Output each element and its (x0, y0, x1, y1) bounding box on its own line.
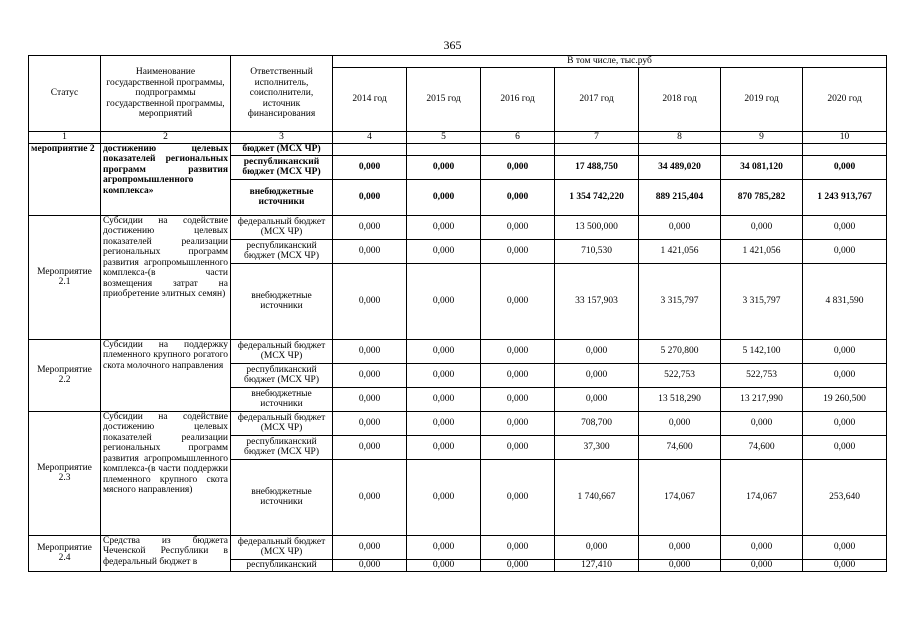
row-value: 0,000 (333, 535, 407, 559)
row-source: республиканский бюджет (МСХ ЧР) (231, 155, 333, 179)
row-value: 0,000 (333, 435, 407, 459)
row-value: 0,000 (333, 179, 407, 215)
row-value: 0,000 (803, 559, 887, 571)
row-value: 870 785,282 (721, 179, 803, 215)
row-value: 0,000 (481, 363, 555, 387)
row-value (481, 143, 555, 155)
header-year: 2016 год (481, 68, 555, 132)
row-value: 0,000 (333, 155, 407, 179)
row-value: 0,000 (481, 435, 555, 459)
row-value (407, 143, 481, 155)
column-number-row (29, 132, 887, 144)
row-value: 0,000 (407, 339, 481, 363)
row-source: бюджет (МСХ ЧР) (231, 143, 333, 155)
row-value: 0,000 (333, 559, 407, 571)
row-value: 0,000 (555, 363, 639, 387)
column-number: 3 (231, 132, 333, 144)
row-value: 19 260,500 (803, 387, 887, 411)
row-value: 0,000 (481, 459, 555, 535)
row-value: 0,000 (481, 339, 555, 363)
row-source: федеральный бюджет (МСХ ЧР) (231, 535, 333, 559)
row-value: 0,000 (555, 339, 639, 363)
row-source: внебюджетные источники (231, 387, 333, 411)
row-value: 0,000 (803, 535, 887, 559)
row-value: 0,000 (803, 363, 887, 387)
row-value: 0,000 (803, 435, 887, 459)
row-value: 4 831,590 (803, 263, 887, 339)
row-value (555, 143, 639, 155)
row-value: 0,000 (803, 239, 887, 263)
row-value: 174,067 (639, 459, 721, 535)
header-year: 2017 год (555, 68, 639, 132)
row-value: 0,000 (407, 155, 481, 179)
row-value: 0,000 (721, 215, 803, 239)
header-responsible: Ответственный исполнитель, соисполнители, источник финансирования (231, 56, 333, 132)
row-value: 174,067 (721, 459, 803, 535)
row-status: Мероприятие 2.1 (29, 215, 101, 339)
header-name: Наименование государственной программы, подпрограммы государственной программы, мероприятий (101, 56, 231, 132)
row-value: 13 518,290 (639, 387, 721, 411)
row-value: 0,000 (333, 459, 407, 535)
row-source: внебюджетные источники (231, 263, 333, 339)
row-value: 34 489,020 (639, 155, 721, 179)
row-value: 0,000 (481, 215, 555, 239)
row-value: 0,000 (639, 559, 721, 571)
row-value: 0,000 (721, 535, 803, 559)
row-value: 0,000 (333, 363, 407, 387)
row-value: 1 354 742,220 (555, 179, 639, 215)
row-value: 0,000 (481, 559, 555, 571)
row-status: Мероприятие 2.3 (29, 411, 101, 535)
column-number: 9 (721, 132, 803, 144)
table-row (29, 215, 887, 239)
table-row (29, 535, 887, 559)
row-value (721, 143, 803, 155)
row-value: 0,000 (639, 535, 721, 559)
row-value: 0,000 (803, 411, 887, 435)
row-value: 0,000 (333, 411, 407, 435)
row-value: 0,000 (333, 215, 407, 239)
row-value: 3 315,797 (721, 263, 803, 339)
row-value: 0,000 (407, 179, 481, 215)
row-value: 0,000 (333, 239, 407, 263)
row-value: 1 421,056 (721, 239, 803, 263)
row-value: 33 157,903 (555, 263, 639, 339)
header-year: 2019 год (721, 68, 803, 132)
row-value: 0,000 (481, 263, 555, 339)
row-value: 0,000 (555, 535, 639, 559)
row-source: федеральный бюджет (МСХ ЧР) (231, 339, 333, 363)
row-value: 0,000 (333, 263, 407, 339)
column-number: 10 (803, 132, 887, 144)
row-value: 0,000 (803, 215, 887, 239)
row-source: республиканский (231, 559, 333, 571)
row-status: Мероприятие 2.2 (29, 339, 101, 411)
row-value: 1 243 913,767 (803, 179, 887, 215)
row-value: 0,000 (407, 215, 481, 239)
row-value: 127,410 (555, 559, 639, 571)
header-year: 2020 год (803, 68, 887, 132)
row-value: 708,700 (555, 411, 639, 435)
row-source: республиканский бюджет (МСХ ЧР) (231, 435, 333, 459)
row-value: 0,000 (481, 411, 555, 435)
row-value: 0,000 (481, 179, 555, 215)
row-value: 13 500,000 (555, 215, 639, 239)
column-number: 6 (481, 132, 555, 144)
row-value: 0,000 (803, 155, 887, 179)
row-value: 3 315,797 (639, 263, 721, 339)
row-name: Средства из бюджета Чеченской Республики в федеральный бюджет в (101, 535, 231, 571)
row-source: республиканский бюджет (МСХ ЧР) (231, 239, 333, 263)
row-value: 0,000 (481, 155, 555, 179)
header-year: 2018 год (639, 68, 721, 132)
row-value: 0,000 (407, 387, 481, 411)
column-number: 5 (407, 132, 481, 144)
row-value: 522,753 (639, 363, 721, 387)
row-name: Субсидии на содействие достижению целевых показателей реализации региональных программ развития агропромышленного комплекса-(в части возмещения затрат на приобретение элитных семян) (101, 215, 231, 339)
row-source: республиканский бюджет (МСХ ЧР) (231, 363, 333, 387)
row-value (803, 143, 887, 155)
row-value: 74,600 (639, 435, 721, 459)
table-row (29, 411, 887, 435)
row-value: 0,000 (555, 387, 639, 411)
budget-table (28, 55, 887, 572)
row-source: внебюджетные источники (231, 179, 333, 215)
row-value: 0,000 (721, 559, 803, 571)
column-number: 1 (29, 132, 101, 144)
row-name: Субсидии на поддержку племенного крупного рогатого скота молочного направления (101, 339, 231, 411)
table-row (29, 339, 887, 363)
row-value: 1 740,667 (555, 459, 639, 535)
row-value: 37,300 (555, 435, 639, 459)
row-value: 0,000 (481, 535, 555, 559)
row-name: Субсидии на содействие достижению целевых показателей реализации региональных программ развития агропромышленного комплекса-(в части поддержки племенного крупного скота мясного направления) (101, 411, 231, 535)
row-value: 0,000 (407, 263, 481, 339)
row-value: 5 270,800 (639, 339, 721, 363)
row-value: 0,000 (407, 435, 481, 459)
row-value: 34 081,120 (721, 155, 803, 179)
row-value: 0,000 (407, 411, 481, 435)
header-year: 2014 год (333, 68, 407, 132)
row-value: 0,000 (639, 411, 721, 435)
row-source: внебюджетные источники (231, 459, 333, 535)
row-value: 74,600 (721, 435, 803, 459)
row-value: 0,000 (407, 459, 481, 535)
header-status: Статус (29, 56, 101, 132)
row-value: 0,000 (481, 239, 555, 263)
row-value: 0,000 (407, 363, 481, 387)
row-status: Мероприятие 2.4 (29, 535, 101, 571)
row-value: 0,000 (721, 411, 803, 435)
header-group: В том числе, тыс.руб (333, 56, 887, 68)
row-value: 0,000 (333, 387, 407, 411)
column-number: 2 (101, 132, 231, 144)
column-number: 7 (555, 132, 639, 144)
row-value: 13 217,990 (721, 387, 803, 411)
row-value: 0,000 (333, 339, 407, 363)
row-value: 0,000 (481, 387, 555, 411)
row-value: 5 142,100 (721, 339, 803, 363)
row-status: мероприятие 2 (29, 143, 101, 215)
row-value: 0,000 (639, 215, 721, 239)
page-number: 365 (443, 38, 462, 52)
row-value: 17 488,750 (555, 155, 639, 179)
row-value: 889 215,404 (639, 179, 721, 215)
row-name: достижению целевых показателей региональных программ развития агропромышленного комплекса» (101, 143, 231, 215)
row-value (333, 143, 407, 155)
row-value: 710,530 (555, 239, 639, 263)
row-value: 0,000 (407, 535, 481, 559)
row-value: 0,000 (803, 339, 887, 363)
row-value: 0,000 (407, 239, 481, 263)
row-value (639, 143, 721, 155)
row-source: федеральный бюджет (МСХ ЧР) (231, 215, 333, 239)
row-value: 0,000 (407, 559, 481, 571)
row-value: 253,640 (803, 459, 887, 535)
column-number: 4 (333, 132, 407, 144)
row-value: 1 421,056 (639, 239, 721, 263)
table-row (29, 143, 887, 155)
header-year: 2015 год (407, 68, 481, 132)
row-value: 522,753 (721, 363, 803, 387)
column-number: 8 (639, 132, 721, 144)
row-source: федеральный бюджет (МСХ ЧР) (231, 411, 333, 435)
